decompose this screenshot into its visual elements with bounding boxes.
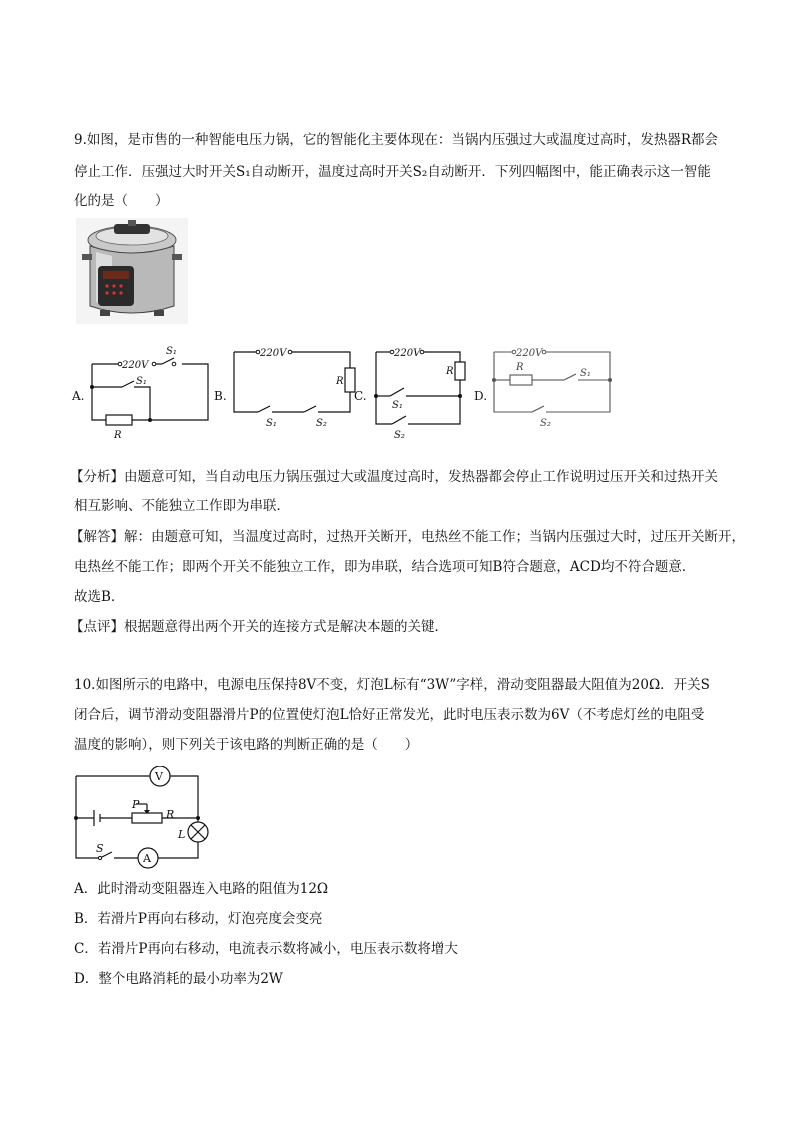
label-b-s1: S₁ (266, 418, 277, 429)
q10-stem-line-2: 闭合后，调节滑动变阻器滑片P的位置使灯泡L恰好正常发光，此时电压表示数为6V（不考虑灯丝的电阻受 (74, 707, 705, 723)
label-b-s2: S₂ (316, 418, 327, 429)
q9-comment: 【点评】根据题意得出两个开关的连接方式是解决本题的关键． (70, 619, 448, 635)
q10-stem-line-1: 10.如图所示的电路中，电源电压保持8V不变，灯泡L标有“3W”字样，滑动变阻器最大阻值为20Ω．开关S (74, 677, 710, 693)
label-c-s1: S₁ (392, 400, 403, 411)
label-a-s1-lower: S₁ (136, 376, 147, 387)
rheostat-r-label: R (166, 808, 175, 821)
q9-analysis-line-2: 相互影响、不能独立工作即为串联． (74, 498, 290, 514)
label-a-r: R (114, 430, 122, 441)
q9-analysis-line-1: 【分析】由题意可知，当自动电压力锅压强过大或温度过高时，发热器都会停止工作说明过压开关和过热开关 (70, 469, 718, 485)
label-d-s2: S₂ (540, 418, 551, 429)
label-b-voltage: 220V (260, 348, 287, 359)
lamp-l-label: L (178, 828, 186, 841)
q9-answer-line-2: 电热丝不能工作；即两个开关不能独立工作，即为串联，结合选项可知B符合题意，ACD均不符合题意． (74, 559, 696, 575)
option-letter-c: C. (354, 389, 367, 403)
label-c-voltage: 220V (394, 348, 421, 359)
label-d-voltage: 220V (516, 348, 543, 359)
label-d-r: R (516, 362, 524, 373)
switch-s-label: S (96, 842, 104, 855)
slider-p-label: P (132, 798, 140, 811)
label-b-r: R (336, 376, 344, 387)
option-letter-d: D. (474, 389, 488, 403)
pressure-cooker-image (76, 218, 188, 324)
q10-option-b: B．若滑片P再向右移动，灯泡亮度会变亮 (74, 911, 323, 927)
q10-option-a: A．此时滑动变阻器连入电路的阻值为12Ω (74, 881, 329, 897)
q9-answer-line-3: 故选B． (74, 589, 125, 605)
label-c-r: R (446, 366, 454, 377)
q9-answer-line-1: 【解答】解：由题意可知，当温度过高时，过热开关断开，电热丝不能工作；当锅内压强过大时，过压开关断开， (70, 529, 745, 545)
label-a-voltage: 220V (122, 360, 149, 371)
label-c-s2: S₂ (394, 430, 405, 441)
q9-stem-line-2: 停止工作．压强过大时开关S₁自动断开，温度过高时开关S₂自动断开．下列四幅图中，能正确表示这一智能 (74, 164, 711, 180)
label-a-s1-upper: S₁ (166, 346, 177, 357)
ammeter-label: A (143, 852, 151, 865)
q9-stem-line-3: 化的是（ ） (74, 193, 169, 209)
voltmeter-label: V (155, 770, 163, 783)
q10-option-d: D．整个电路消耗的最小功率为2W (74, 971, 283, 987)
option-letter-a: A. (72, 389, 85, 403)
q10-option-c: C．若滑片P再向右移动，电流表示数将减小，电压表示数将增大 (74, 941, 458, 957)
label-d-s1: S₁ (580, 368, 591, 379)
q10-stem-line-3: 温度的影响），则下列关于该电路的判断正确的是（ ） (74, 737, 419, 753)
option-letter-b: B. (214, 389, 227, 403)
q9-stem-line-1: 9.如图，是市售的一种智能电压力锅，它的智能化主要体现在：当锅内压强过大或温度过高时，发热器R都会 (74, 132, 719, 148)
q10-circuit (70, 766, 220, 870)
q9-option-circuits (70, 340, 630, 446)
